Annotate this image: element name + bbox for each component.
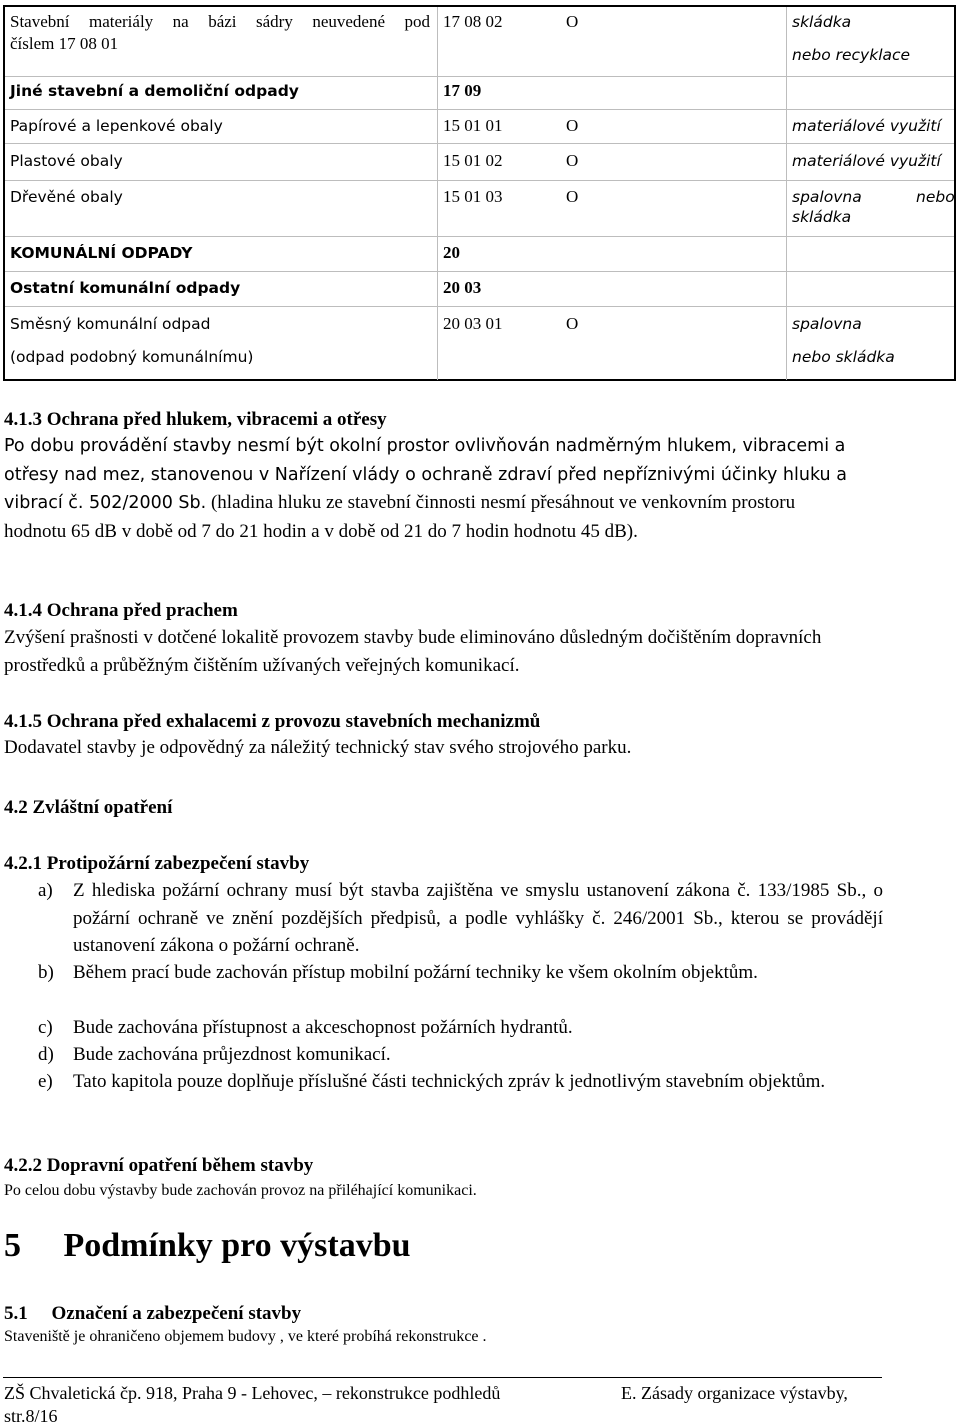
waste-category: O xyxy=(566,12,579,31)
list-item xyxy=(38,959,883,987)
waste-disposal: skládka xyxy=(792,208,852,226)
waste-category: O xyxy=(566,187,579,206)
waste-name: Dřevěné obaly xyxy=(10,188,123,206)
table-row xyxy=(10,11,430,55)
section-heading: 4.2.2 Dopravní opatření během stavby xyxy=(4,1155,314,1176)
waste-category: O xyxy=(566,314,579,333)
waste-name: (odpad podobný komunálnímu) xyxy=(10,348,254,366)
waste-name: Ostatní komunální odpady xyxy=(10,279,241,297)
footer-right: E. Zásady organizace výstavby, xyxy=(621,1383,848,1403)
section-heading: 4.2.1 Protipožární zabezpečení stavby xyxy=(4,853,310,874)
section-heading: 4.1.3 Ochrana před hlukem, vibracemi a otřesy xyxy=(4,409,387,430)
waste-disposal: nebo xyxy=(916,188,955,206)
table-row-divider xyxy=(5,109,954,110)
list-marker: d) xyxy=(38,1044,54,1065)
waste-code: 15 01 01 xyxy=(443,116,503,135)
waste-name: Stavební materiály na bázi sádry neuvedené pod xyxy=(10,12,430,31)
footer-rule xyxy=(3,1377,882,1378)
section-heading: 4.1.5 Ochrana před exhalacemi z provozu stavebních mechanizmů xyxy=(4,711,541,732)
list-marker: c) xyxy=(38,1017,53,1038)
waste-category: O xyxy=(566,116,579,135)
list-text: Během prací bude zachován přístup mobilní požární techniky ke všem okolním objektům. xyxy=(73,962,758,983)
list-text: Bude zachována přístupnost a akceschopnost požárních hydrantů. xyxy=(73,1017,573,1038)
waste-name: číslem 17 08 01 xyxy=(10,34,119,53)
waste-code: 15 01 03 xyxy=(443,187,503,206)
table-row-divider xyxy=(5,180,954,181)
list-marker: a) xyxy=(38,880,53,901)
section-text: Staveniště je ohraničeno objemem budovy , ve které probíhá rekonstrukce . xyxy=(4,1328,487,1345)
section-heading: 5.1 Označení a zabezpečení stavby xyxy=(4,1303,302,1324)
waste-name: Směsný komunální odpad xyxy=(10,315,211,333)
list-text: Z hlediska požární ochrany musí být stavba zajištěna ve smyslu ustanovení zákona č. 133/1985 Sb., o požární ochraně ve znění pozdějších předpisů, a podle vyhlášky č. 246/2001 Sb., kterou se provádějí ustanovení zákona o požární ochraně. xyxy=(73,880,883,956)
section-text: Po celou dobu výstavby bude zachován provoz na přiléhající komunikaci. xyxy=(4,1182,477,1199)
list-item xyxy=(38,877,883,960)
list-text: Tato kapitola pouze doplňuje příslušné části technických zpráv k jednotlivým stavebním objektům. xyxy=(73,1071,826,1092)
waste-code: 17 09 xyxy=(443,81,482,100)
list-item xyxy=(38,1014,883,1042)
section-text: Dodavatel stavby je odpovědný za náležitý technický stav svého strojového parku. xyxy=(4,737,632,758)
list-marker: e) xyxy=(38,1071,53,1092)
waste-disposal: nebo recyklace xyxy=(792,46,911,64)
table-row-divider xyxy=(5,76,954,77)
waste-disposal: spalovna xyxy=(792,315,862,333)
table-row-divider xyxy=(5,306,954,307)
waste-disposal: spalovna xyxy=(792,188,862,206)
waste-code: 17 08 02 xyxy=(443,12,503,31)
section-text xyxy=(4,432,849,545)
waste-name: KOMUNÁLNÍ ODPADY xyxy=(10,244,193,262)
waste-disposal: materiálové využití xyxy=(792,152,941,170)
waste-code: 20 03 xyxy=(443,278,482,297)
table-column-divider xyxy=(437,7,438,380)
section-text-part: Po dobu provádění stavby nesmí být okolní prostor ovlivňován nadměrným hlukem, vibracemi a otřesy nad mez, stanovenou v Nařízení vlády o ochraně zdraví před nepříznivými účinky hluku a vibrací č. 502/2000 Sb. xyxy=(4,436,847,513)
waste-code: 20 xyxy=(443,243,460,262)
list-item xyxy=(38,1068,883,1096)
list-text: Bude zachována průjezdnost komunikací. xyxy=(73,1044,391,1065)
footer-left: ZŠ Chvaletická čp. 918, Praha 9 - Lehovec, – rekonstrukce podhledů xyxy=(4,1383,501,1403)
footer-page-number: str.8/16 xyxy=(4,1406,58,1426)
chapter-heading: 5 Podmínky pro výstavbu xyxy=(4,1227,411,1264)
table-row-divider xyxy=(5,143,954,144)
table-row-divider xyxy=(5,271,954,272)
waste-disposal: materiálové využití xyxy=(792,117,941,135)
waste-disposal: nebo skládka xyxy=(792,348,895,366)
waste-disposal: skládka xyxy=(792,13,852,31)
list-item xyxy=(38,1041,883,1069)
waste-name: Jiné stavební a demoliční odpady xyxy=(10,82,299,100)
waste-code: 20 03 01 xyxy=(443,314,503,333)
table-row-divider xyxy=(5,236,954,237)
waste-name: Plastové obaly xyxy=(10,152,123,170)
section-heading: 4.1.4 Ochrana před prachem xyxy=(4,600,238,621)
section-text: Zvýšení prašnosti v dotčené lokalitě provozem stavby bude eliminováno důsledným dočištěním dopravních prostředků a průběžným čištěním užívaných veřejných komunikací. xyxy=(4,627,822,676)
list-marker: b) xyxy=(38,962,54,983)
section-heading: 4.2 Zvláštní opatření xyxy=(4,797,173,818)
section-text-part: (hladina hluku ze stavební činnosti nesmí přesáhnout ve venkovním prostoru hodnotu 65 dB v době od 7 do 21 hodin a v době od 21 do 7 hodin hodnotu 45 dB). xyxy=(4,492,796,542)
table-column-divider xyxy=(786,7,787,380)
waste-name: Papírové a lepenkové obaly xyxy=(10,117,223,135)
waste-category: O xyxy=(566,151,579,170)
waste-code: 15 01 02 xyxy=(443,151,503,170)
